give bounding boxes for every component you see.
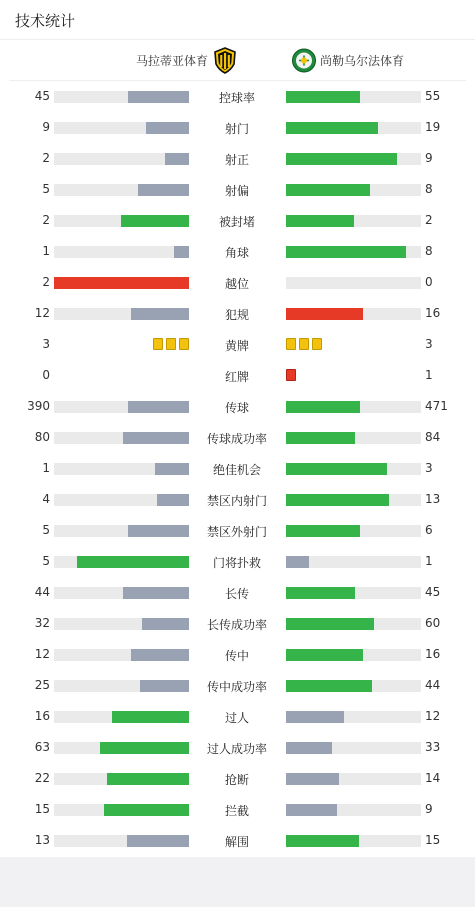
- yellow-card-icon: [299, 338, 309, 350]
- stat-row: [0, 795, 475, 826]
- home-bar-track: [54, 556, 189, 568]
- stat-row: [0, 702, 475, 733]
- away-bar-fill: [286, 215, 354, 227]
- home-stat-value: 32: [34, 616, 50, 630]
- away-bar-fill: [286, 91, 360, 103]
- away-stat-value: 14: [425, 771, 441, 785]
- title-bar: [0, 0, 475, 40]
- home-bar-track: [54, 835, 189, 847]
- home-bar-fill: [128, 525, 189, 537]
- home-stat-value: 45: [34, 89, 50, 103]
- home-bar-track: [54, 91, 189, 103]
- stat-row: [0, 454, 475, 485]
- away-bar-track: [286, 711, 421, 723]
- home-bar-track: [54, 153, 189, 165]
- home-bar-fill: [155, 463, 189, 475]
- home-stat-value: 22: [34, 771, 50, 785]
- home-bar-fill: [123, 432, 189, 444]
- away-bar-track: [286, 618, 421, 630]
- red-card-icon: [286, 369, 296, 381]
- home-stat-value: 2: [42, 213, 50, 227]
- away-bar-track: [286, 463, 421, 475]
- away-bar-fill: [286, 153, 397, 165]
- away-stat-value: 33: [425, 740, 441, 754]
- stat-label: 过人: [224, 711, 249, 725]
- home-stat-value: 0: [42, 368, 50, 382]
- away-bar-fill: [286, 556, 309, 568]
- away-stat-value: 15: [425, 833, 441, 847]
- away-bar-track: [286, 401, 421, 413]
- away-stat-value: 84: [425, 430, 441, 444]
- away-bar-fill: [286, 494, 389, 506]
- home-bar-track: [54, 432, 189, 444]
- away-bar-fill: [286, 742, 332, 754]
- stat-row: [0, 764, 475, 795]
- away-bar-fill: [286, 618, 374, 630]
- away-bar-fill: [286, 835, 359, 847]
- away-bar-fill: [286, 432, 355, 444]
- stat-label: 禁区内射门: [206, 494, 267, 508]
- home-stat-value: 1: [42, 461, 50, 475]
- stat-label: 越位: [224, 277, 249, 291]
- away-stat-value: 9: [425, 151, 433, 165]
- away-stat-value: 45: [425, 585, 441, 599]
- stat-label: 过人成功率: [206, 742, 267, 756]
- away-bar-fill: [286, 804, 337, 816]
- home-bar-track: [54, 742, 189, 754]
- away-card-icons: [286, 369, 296, 381]
- home-stat-value: 2: [42, 151, 50, 165]
- yellow-card-icon: [166, 338, 176, 350]
- stat-label: 角球: [224, 246, 249, 260]
- home-bar-track: [54, 215, 189, 227]
- away-bar-track: [286, 680, 421, 692]
- stat-row: [0, 733, 475, 764]
- stat-label: 射门: [224, 122, 249, 136]
- away-bar-track: [286, 835, 421, 847]
- home-bar-fill: [140, 680, 189, 692]
- stat-label: 射正: [224, 153, 249, 167]
- away-bar-fill: [286, 525, 360, 537]
- away-stat-value: 3: [425, 337, 433, 351]
- home-bar-track: [54, 277, 189, 289]
- stat-label: 抢断: [224, 773, 249, 787]
- home-stat-value: 63: [34, 740, 50, 754]
- away-bar-track: [286, 432, 421, 444]
- yellow-card-icon: [153, 338, 163, 350]
- stat-label: 被封堵: [218, 215, 255, 229]
- away-bar-fill: [286, 401, 360, 413]
- stat-row: [0, 268, 475, 299]
- away-bar-fill: [286, 649, 363, 661]
- away-stat-value: 6: [425, 523, 433, 537]
- home-stat-value: 16: [34, 709, 50, 723]
- home-stat-value: 80: [34, 430, 50, 444]
- away-bar-track: [286, 246, 421, 258]
- stat-label: 绝佳机会: [212, 463, 261, 477]
- away-team-name: 尚勒乌尔法体育: [320, 54, 405, 68]
- away-stat-value: 44: [425, 678, 441, 692]
- stat-row: [0, 299, 475, 330]
- away-bar-track: [286, 308, 421, 320]
- home-card-icons: [153, 338, 189, 350]
- away-team[interactable]: [291, 47, 404, 74]
- away-stat-value: 8: [425, 182, 433, 196]
- away-stat-value: 12: [425, 709, 441, 723]
- away-stat-value: 1: [425, 554, 433, 568]
- home-bar-fill: [123, 587, 189, 599]
- home-bar-fill: [107, 773, 189, 785]
- home-stat-value: 3: [42, 337, 50, 351]
- away-bar-fill: [286, 184, 370, 196]
- stat-label: 解围: [224, 835, 249, 849]
- stat-row: [0, 361, 475, 392]
- away-bar-track: [286, 742, 421, 754]
- home-bar-fill: [127, 835, 189, 847]
- away-stat-value: 55: [425, 89, 441, 103]
- home-bar-fill: [174, 246, 189, 258]
- home-stat-value: 15: [34, 802, 50, 816]
- home-bar-fill: [77, 556, 189, 568]
- away-stat-value: 2: [425, 213, 433, 227]
- home-stat-value: 1: [42, 244, 50, 258]
- home-stat-value: 5: [42, 523, 50, 537]
- yellow-card-icon: [179, 338, 189, 350]
- away-bar-fill: [286, 587, 355, 599]
- stat-row: [0, 485, 475, 516]
- stats-list: [0, 82, 475, 857]
- stat-label: 长传成功率: [206, 618, 267, 632]
- home-bar-fill: [157, 494, 189, 506]
- home-stat-value: 25: [34, 678, 50, 692]
- away-bar-track: [286, 804, 421, 816]
- home-bar-fill: [131, 649, 189, 661]
- stat-row: [0, 423, 475, 454]
- stat-row: [0, 206, 475, 237]
- home-bar-track: [54, 246, 189, 258]
- away-bar-track: [286, 91, 421, 103]
- home-bar-fill: [100, 742, 189, 754]
- home-bar-fill: [142, 618, 189, 630]
- teams-header: [9, 41, 466, 81]
- away-bar-fill: [286, 308, 363, 320]
- home-stat-value: 12: [34, 306, 50, 320]
- stat-row: [0, 671, 475, 702]
- home-bar-fill: [112, 711, 189, 723]
- away-bar-track: [286, 215, 421, 227]
- away-stat-value: 9: [425, 802, 433, 816]
- away-stat-value: 16: [425, 647, 441, 661]
- stat-label: 犯规: [224, 308, 249, 322]
- away-stat-value: 13: [425, 492, 441, 506]
- away-bar-track: [286, 184, 421, 196]
- home-bar-fill: [146, 122, 189, 134]
- home-bar-track: [54, 184, 189, 196]
- away-stat-value: 3: [425, 461, 433, 475]
- home-bar-fill: [121, 215, 189, 227]
- home-stat-value: 5: [42, 554, 50, 568]
- stat-row: [0, 392, 475, 423]
- stat-row: [0, 547, 475, 578]
- stat-row: [0, 826, 475, 857]
- home-bar-track: [54, 804, 189, 816]
- stat-row: [0, 175, 475, 206]
- away-bar-track: [286, 525, 421, 537]
- home-bar-track: [54, 494, 189, 506]
- home-bar-track: [54, 463, 189, 475]
- home-stat-value: 9: [42, 120, 50, 134]
- stat-label: 禁区外射门: [206, 525, 267, 539]
- home-bar-track: [54, 680, 189, 692]
- home-stat-value: 44: [34, 585, 50, 599]
- home-stat-value: 12: [34, 647, 50, 661]
- home-bar-track: [54, 618, 189, 630]
- stat-label: 传球成功率: [206, 432, 267, 446]
- stat-label: 射偏: [224, 184, 249, 198]
- away-bar-track: [286, 153, 421, 165]
- stat-label: 传中成功率: [206, 680, 267, 694]
- home-bar-fill: [165, 153, 189, 165]
- yellow-card-icon: [286, 338, 296, 350]
- home-stat-value: 4: [42, 492, 50, 506]
- home-bar-fill: [131, 308, 189, 320]
- away-stat-value: 471: [425, 399, 448, 413]
- away-stat-value: 19: [425, 120, 441, 134]
- away-bar-fill: [286, 711, 344, 723]
- away-bar-track: [286, 277, 421, 289]
- home-bar-fill: [54, 277, 189, 289]
- stat-label: 控球率: [218, 91, 255, 105]
- stat-row: [0, 237, 475, 268]
- home-bar-track: [54, 649, 189, 661]
- away-bar-fill: [286, 246, 406, 258]
- away-stat-value: 0: [425, 275, 433, 289]
- away-stat-value: 1: [425, 368, 433, 382]
- stat-label: 黄牌: [224, 339, 249, 353]
- home-bar-fill: [138, 184, 189, 196]
- home-bar-track: [54, 401, 189, 413]
- away-bar-fill: [286, 122, 378, 134]
- away-bar-track: [286, 587, 421, 599]
- stat-label: 拦截: [224, 804, 249, 818]
- stat-row: [0, 516, 475, 547]
- away-bar-track: [286, 649, 421, 661]
- home-stat-value: 13: [34, 833, 50, 847]
- home-bar-track: [54, 711, 189, 723]
- stat-row: [0, 113, 475, 144]
- away-bar-track: [286, 494, 421, 506]
- home-stat-value: 5: [42, 182, 50, 196]
- home-stat-value: 390: [27, 399, 50, 413]
- stat-row: [0, 609, 475, 640]
- stat-row: [0, 82, 475, 113]
- home-bar-track: [54, 308, 189, 320]
- home-team-logo-icon: [213, 47, 237, 74]
- away-bar-fill: [286, 680, 372, 692]
- stat-row: [0, 330, 475, 361]
- home-bar-track: [54, 773, 189, 785]
- home-bar-fill: [128, 91, 189, 103]
- stat-label: 长传: [224, 587, 249, 601]
- stat-row: [0, 144, 475, 175]
- home-team-name: 马拉蒂亚体育: [135, 54, 208, 68]
- home-team[interactable]: [136, 47, 237, 74]
- away-stat-value: 16: [425, 306, 441, 320]
- away-stat-value: 60: [425, 616, 441, 630]
- stat-row: [0, 640, 475, 671]
- home-bar-fill: [104, 804, 189, 816]
- away-bar-track: [286, 122, 421, 134]
- page-title: 技术统计: [15, 12, 76, 30]
- yellow-card-icon: [312, 338, 322, 350]
- stat-label: 门将扑救: [212, 556, 261, 570]
- stat-label: 传球: [224, 401, 249, 415]
- home-bar-track: [54, 587, 189, 599]
- home-bar-track: [54, 525, 189, 537]
- away-card-icons: [286, 338, 322, 350]
- home-bar-track: [54, 122, 189, 134]
- away-team-logo-icon: [291, 47, 317, 74]
- home-bar-fill: [128, 401, 189, 413]
- away-bar-track: [286, 556, 421, 568]
- stat-label: 传中: [224, 649, 249, 663]
- stat-label: 红牌: [224, 370, 249, 384]
- away-bar-fill: [286, 773, 339, 785]
- away-stat-value: 8: [425, 244, 433, 258]
- away-bar-fill: [286, 463, 387, 475]
- away-bar-track: [286, 773, 421, 785]
- stat-row: [0, 578, 475, 609]
- home-stat-value: 2: [42, 275, 50, 289]
